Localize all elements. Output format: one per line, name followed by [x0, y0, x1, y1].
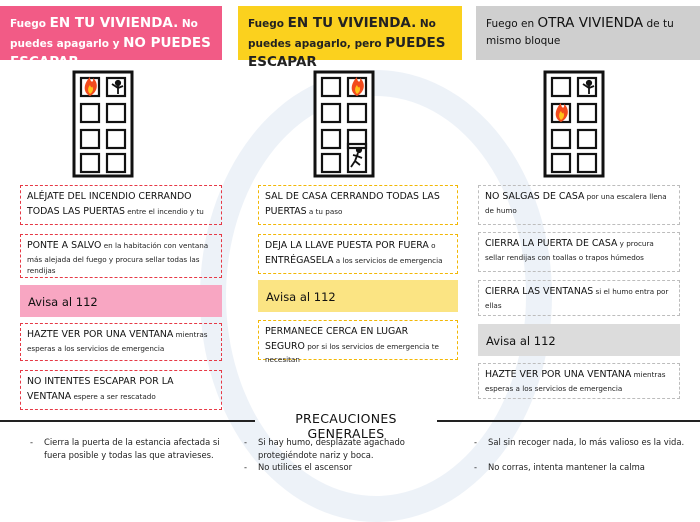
precaution-item: - Cierra la puerta de la estancia afectada si fuera posible y todas las que atravieses. [30, 436, 244, 461]
tip-emphasis: PONTE A SALVO [27, 240, 102, 251]
header-emphasis: EN TU VIVIENDA. [49, 15, 179, 31]
building-fire-trapped [72, 68, 134, 178]
tip-detail: o [428, 241, 436, 250]
tip-emphasis: CIERRA LAS VENTANAS [485, 286, 594, 297]
call-112-text: Avisa al 112 [28, 295, 98, 309]
header-text: No puedes apagarlo y [10, 18, 198, 50]
tip-detail: por si los servicios de emergencia te necesitan [265, 341, 439, 365]
call-112-box [258, 280, 458, 312]
tip-emphasis: PERMANECE CERCA EN LUGAR SEGURO [265, 326, 409, 352]
header-emphasis: PUEDES ESCAPAR [248, 34, 446, 71]
tip-detail: si el humo entra por ellas [485, 287, 669, 310]
header-text: Fuego [248, 18, 288, 30]
tip-box [478, 185, 680, 225]
tip-detail: a tu paso [306, 206, 343, 216]
tip-emphasis: HAZTE VER POR UNA VENTANA [485, 369, 632, 380]
tip-emphasis: SAL DE CASA CERRANDO TODAS LAS PUERTAS [265, 191, 440, 217]
tip-detail: entre el incendio y tu [124, 206, 204, 216]
tip-emphasis: NO SALGAS DE CASA [485, 191, 585, 202]
tip-box [478, 363, 680, 399]
tip-box [478, 280, 680, 316]
tip-emphasis: ENTRÉGASELA [265, 254, 334, 266]
header-emphasis: NO PUEDES ESCAPAR [10, 34, 211, 71]
building-fire-escape [313, 68, 375, 178]
call-112-text: Avisa al 112 [266, 290, 336, 304]
tip-emphasis: CIERRA LA PUERTA DE CASA [485, 238, 618, 249]
tip-detail: mientras esperas a los servicios de emergencia [485, 370, 666, 393]
tip-emphasis: HAZTE VER POR UNA VENTANA [27, 329, 174, 340]
tip-detail: y procura sellar rendijas con toallas o trapos húmedos [485, 239, 654, 262]
precautions-title: PRECAUCIONES GENERALES [295, 411, 397, 441]
header-text: Fuego en [486, 18, 538, 30]
precaution-item: - Sal sin recoger nada, lo más valioso es la vida. [474, 436, 688, 449]
header-emphasis: OTRA VIVIENDA [537, 15, 644, 31]
tip-box [478, 232, 680, 272]
header-fire-can-escape [238, 6, 462, 71]
tip-detail: en la habitación con ventana más alejada del fuego y procura sellar todas las rendijas [27, 241, 209, 275]
header-fire-cannot-escape [0, 6, 222, 71]
precaution-item: - No corras, intenta mantener la calma [474, 461, 688, 474]
header-emphasis: EN TU VIVIENDA. [287, 15, 417, 31]
precaution-item: - No utilices el ascensor [244, 461, 438, 474]
header-fire-other-home [476, 6, 700, 60]
tip-emphasis: NO INTENTES ESCAPAR POR LA VENTANA [27, 376, 174, 402]
tip-emphasis: DEJA LA LLAVE PUESTA POR FUERA [265, 240, 429, 251]
tip-box [20, 234, 222, 278]
divider-left [0, 420, 255, 422]
divider-right [437, 420, 700, 422]
tip-box [258, 234, 458, 274]
header-text: de tu mismo bloque [486, 18, 674, 47]
tip-emphasis: ALÉJATE DEL INCENDIO CERRANDO TODAS LAS PUERTAS [27, 191, 192, 217]
tip-detail: mientras esperas a los servicios de emergencia [27, 330, 208, 353]
call-112-text: Avisa al 112 [486, 334, 556, 348]
tip-detail: a los servicios de emergencia [333, 255, 443, 265]
precaution-item: - Si hay humo, desplázate agachado protegiéndote nariz y boca. [244, 436, 438, 461]
tip-detail: por una escalera llena de humo [485, 192, 667, 215]
building-fire-neighbor [543, 68, 605, 178]
tip-box [258, 185, 458, 225]
tip-box [20, 185, 222, 225]
tip-box [20, 370, 222, 410]
call-112-box [20, 285, 222, 317]
call-112-box [478, 324, 680, 356]
header-text: No puedes apagarlo, pero [248, 18, 436, 50]
tip-box [258, 320, 458, 365]
tip-detail: espere a ser rescatado [71, 391, 156, 401]
header-text: Fuego [10, 18, 50, 30]
tip-box [20, 323, 222, 361]
